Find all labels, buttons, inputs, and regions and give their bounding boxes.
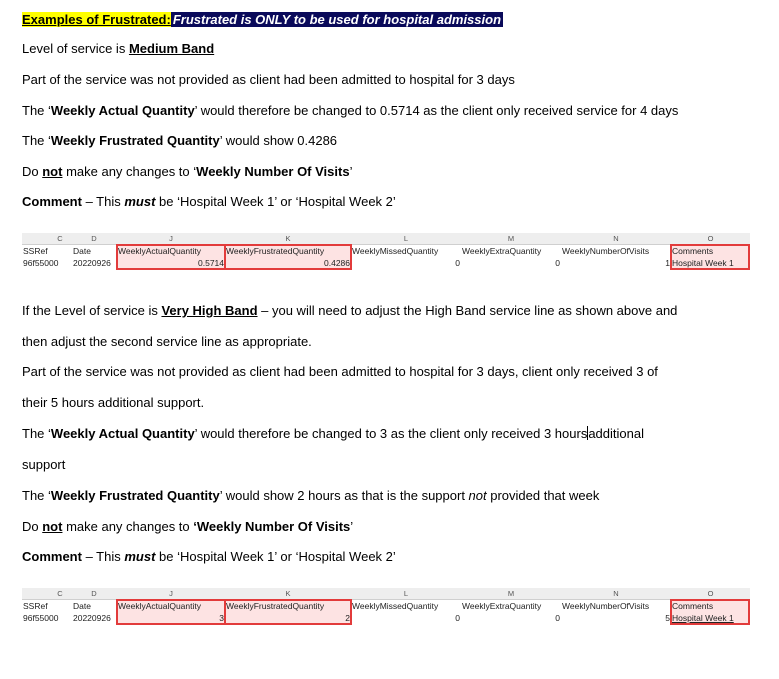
donot2-post: ’ <box>350 519 354 534</box>
spreadsheet-snippet-2 <box>22 588 750 634</box>
header-cell: SSRef <box>23 601 48 611</box>
frus2-post: provided that week <box>486 488 600 503</box>
header-cell: WeeklyExtraQuantity <box>462 246 542 256</box>
highlight-box <box>116 244 226 270</box>
vh-line <box>22 303 677 319</box>
frustrated-line <box>22 133 337 149</box>
frus2-pre: The ‘ <box>22 488 51 503</box>
col-letter: O <box>707 589 714 598</box>
actual2-post2: additional <box>588 426 644 441</box>
col-letter: N <box>613 234 619 243</box>
frus2-bold: Weekly Frustrated Quantity <box>50 488 220 503</box>
frus2-italic: not <box>468 488 487 503</box>
data-cell: 1 <box>665 258 670 268</box>
header-cell: WeeklyActualQuantity <box>117 245 225 257</box>
data-cell: 0 <box>455 258 460 268</box>
donot2-u: not <box>42 519 63 534</box>
data-cell: 20220926 <box>73 258 111 268</box>
data-cell: 96f55000 <box>23 258 59 268</box>
col-letter: K <box>285 589 291 598</box>
frus-bold: Weekly Frustrated Quantity <box>50 133 220 148</box>
col-letter: C <box>57 589 63 598</box>
header-cell: SSRef <box>23 246 48 256</box>
donot2-pre: Do <box>22 519 43 534</box>
col-letter: J <box>169 234 173 243</box>
donot-post: ’ <box>349 164 353 179</box>
actual-bold: Weekly Actual Quantity <box>50 103 195 118</box>
col-letter: D <box>91 589 97 598</box>
header-cell: WeeklyMissedQuantity <box>352 601 439 611</box>
level-band: Medium Band <box>128 41 215 56</box>
col-letter: L <box>403 589 409 598</box>
comment-italic: must <box>124 194 156 209</box>
col-letter: N <box>613 589 619 598</box>
part-line: Part of the service was not provided as client had been admitted to hospital for 3 days <box>22 72 515 87</box>
donot-line <box>22 164 352 180</box>
level-prefix: Level of service is <box>22 41 129 56</box>
actual-line <box>22 103 678 119</box>
comment-line <box>22 194 396 210</box>
data-cell: 3 <box>117 612 225 624</box>
header-cell: WeeklyNumberOfVisits <box>562 601 650 611</box>
comment2-bold: Comment <box>22 549 82 564</box>
comment2-post: be ‘Hospital Week 1’ or ‘Hospital Week 2’ <box>155 549 396 564</box>
data-cell: 0.4286 <box>225 257 351 269</box>
vh-cont-line: then adjust the second service line as appropriate. <box>22 334 312 349</box>
header-cell: Comments <box>671 245 750 257</box>
header-cell: WeeklyActualQuantity <box>117 600 225 612</box>
header-cell: WeeklyFrustratedQuantity <box>225 600 351 612</box>
donot-pre: Do <box>22 164 43 179</box>
actual2-post: ’ would therefore be changed to 3 as the client only received 3 hours <box>194 426 588 441</box>
part2-line: Part of the service was not provided as client had been admitted to hospital for 3 days, client only received 3 of <box>22 364 658 379</box>
col-letter: O <box>707 234 714 243</box>
header-cell: WeeklyExtraQuantity <box>462 601 542 611</box>
level-line <box>22 41 214 57</box>
actual-post: ’ would therefore be changed to 0.5714 as the client only received service for 4 days <box>194 103 679 118</box>
data-cell: Hospital Week 1 <box>671 612 750 624</box>
title-banner: Frustrated is ONLY to be used for hospital admission <box>172 12 502 27</box>
actual2-cont-line: support <box>22 457 66 472</box>
frus-post: ’ would show 0.4286 <box>219 133 338 148</box>
col-letter: K <box>285 234 291 243</box>
donot2-line <box>22 519 353 535</box>
highlight-box <box>224 599 352 625</box>
highlight-box <box>116 599 226 625</box>
vh-pre: If the Level of service is <box>22 303 162 318</box>
title-line <box>22 12 503 28</box>
donot2-bold: ‘Weekly Number Of Visits <box>193 519 351 534</box>
col-letter: J <box>169 589 173 598</box>
header-cell: Date <box>73 246 91 256</box>
spreadsheet-snippet-1 <box>22 233 750 279</box>
data-cell: Hospital Week 1 <box>671 257 750 269</box>
frustrated2-line <box>22 488 599 504</box>
frus-pre: The ‘ <box>22 133 51 148</box>
data-cell: 0 <box>555 613 560 623</box>
data-cell: 5 <box>665 613 670 623</box>
header-cell: Comments <box>671 600 750 612</box>
col-letter: M <box>507 234 515 243</box>
col-letter: C <box>57 234 63 243</box>
donot-bold: Weekly Number Of Visits <box>196 164 350 179</box>
actual2-bold: Weekly Actual Quantity <box>50 426 195 441</box>
header-cell: WeeklyMissedQuantity <box>352 246 439 256</box>
data-cell: 20220926 <box>73 613 111 623</box>
comment-bold: Comment <box>22 194 82 209</box>
comment-mid: – This <box>81 194 125 209</box>
actual2-pre: The ‘ <box>22 426 51 441</box>
data-cell: 2 <box>225 612 351 624</box>
data-cell: 0 <box>455 613 460 623</box>
donot-u: not <box>42 164 63 179</box>
actual-pre: The ‘ <box>22 103 51 118</box>
data-cell: 0 <box>555 258 560 268</box>
part2-cont-line: their 5 hours additional support. <box>22 395 205 410</box>
frus2-mid: ’ would show 2 hours as that is the support <box>219 488 469 503</box>
vh-post: – you will need to adjust the High Band service line as shown above and <box>257 303 678 318</box>
actual2-line <box>22 426 644 442</box>
header-cell: Date <box>73 601 91 611</box>
donot2-mid: make any changes to <box>62 519 194 534</box>
highlight-box <box>670 599 750 625</box>
comment2-italic: must <box>124 549 156 564</box>
col-letter: D <box>91 234 97 243</box>
vh-band: Very High Band <box>161 303 258 318</box>
comment2-line <box>22 549 396 565</box>
col-letter: L <box>403 234 409 243</box>
header-cell: WeeklyFrustratedQuantity <box>225 245 351 257</box>
comment-post: be ‘Hospital Week 1’ or ‘Hospital Week 2’ <box>155 194 396 209</box>
data-cell: 0.5714 <box>117 257 225 269</box>
data-cell: 96f55000 <box>23 613 59 623</box>
title-highlight: Examples of Frustrated: <box>22 12 171 27</box>
donot-mid: make any changes to ‘ <box>62 164 197 179</box>
header-cell: WeeklyNumberOfVisits <box>562 246 650 256</box>
highlight-box <box>670 244 750 270</box>
highlight-box <box>224 244 352 270</box>
comment2-mid: – This <box>81 549 125 564</box>
col-letter: M <box>507 589 515 598</box>
